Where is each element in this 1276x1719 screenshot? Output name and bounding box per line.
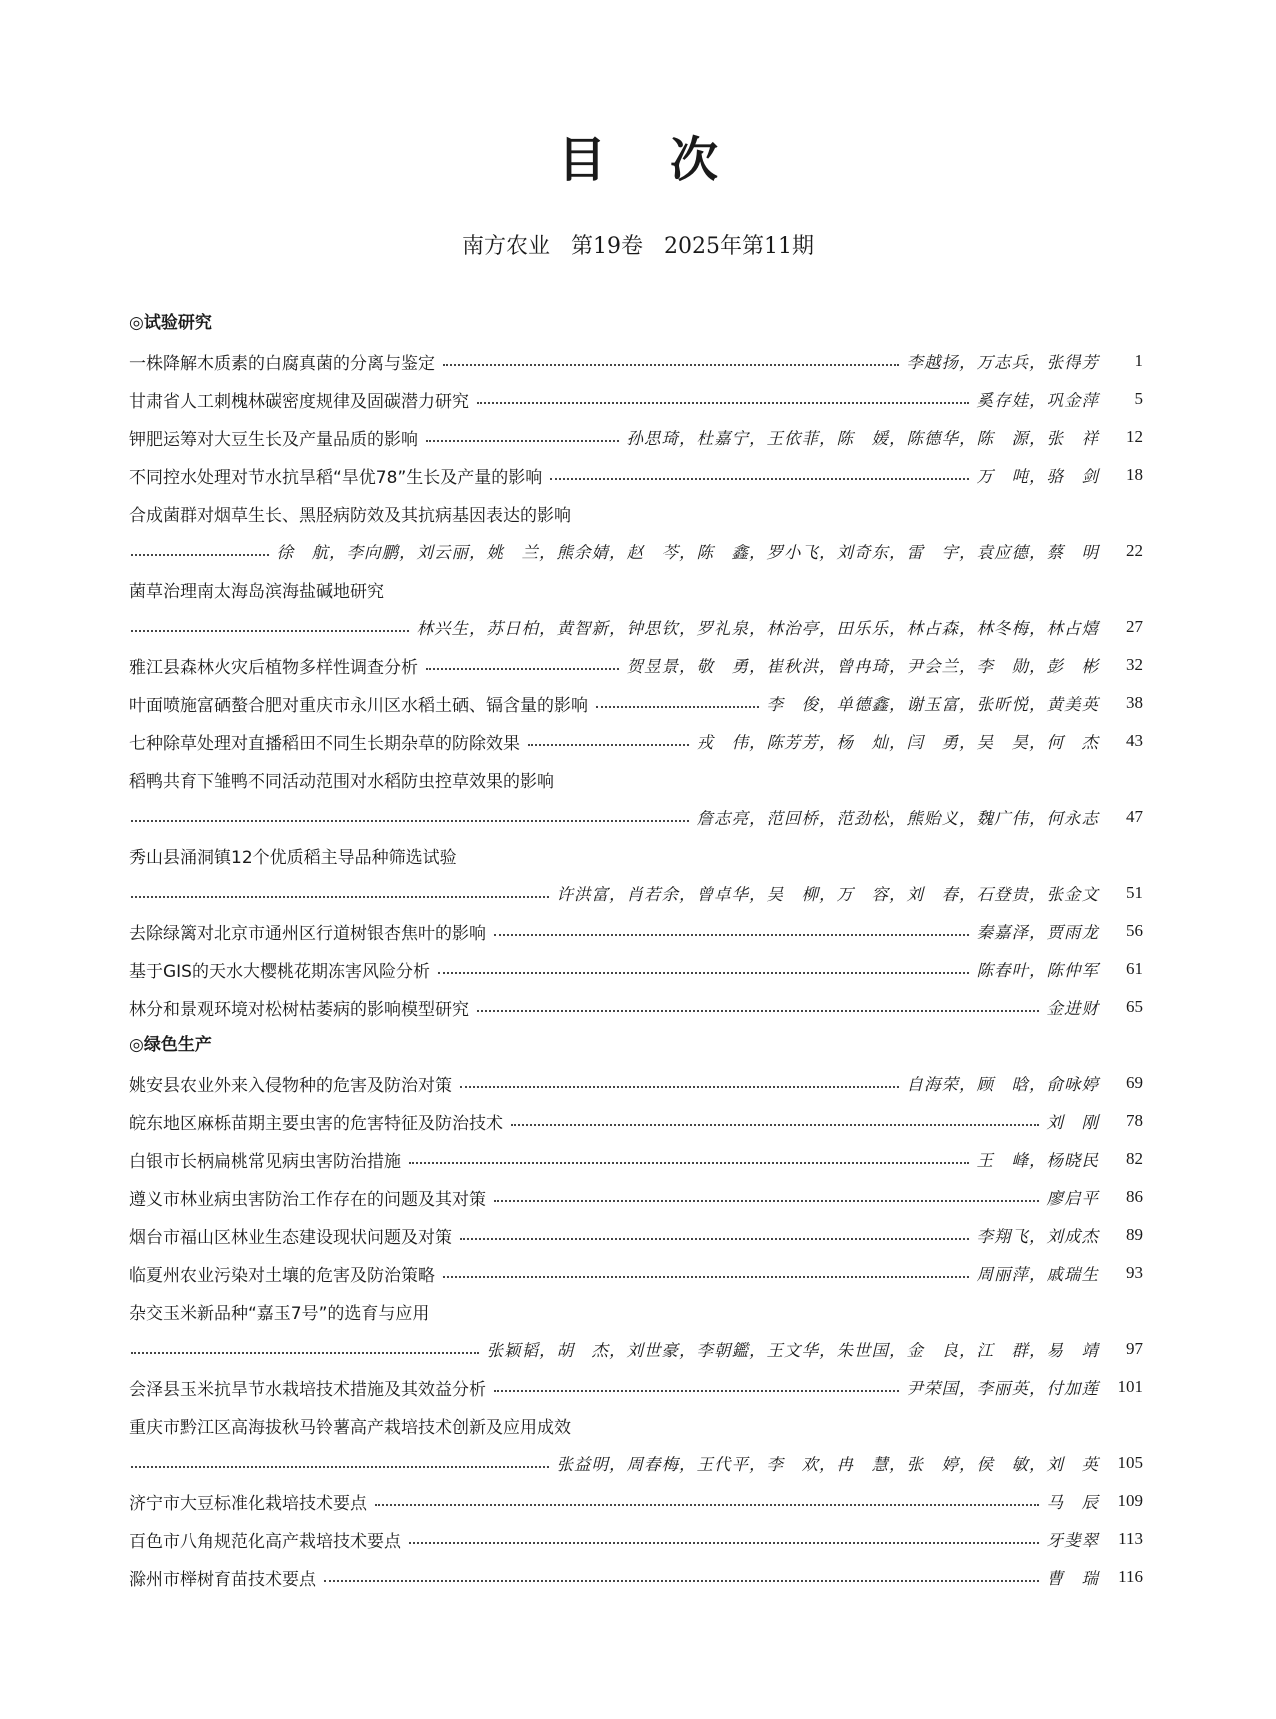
toc-entry[interactable] — [129, 1558, 1143, 1596]
entry-page-number: 5 — [1134, 389, 1143, 408]
entry-page-number: 27 — [1126, 617, 1143, 636]
toc-entry[interactable] — [129, 1064, 1143, 1102]
toc-entry-continuation — [129, 798, 1143, 836]
entry-authors: 贺昱景，敬 勇，崔秋洪，曾冉琦，尹会兰，李 勋，彭 彬 — [626, 657, 1099, 676]
entry-page-number: 89 — [1126, 1225, 1143, 1244]
toc-entry[interactable] — [129, 1482, 1143, 1520]
entry-title[interactable]: 七种除草处理对直播稻田不同生长期杂草的防除效果 — [129, 733, 520, 754]
entry-authors: 张颖韬，胡 杰，刘世豪，李朝鑑，王文华，朱世国，金 良，江 群，易 靖 — [486, 1341, 1099, 1360]
entry-authors: 牙斐翠 — [1046, 1531, 1099, 1550]
toc-entry[interactable] — [129, 1406, 1143, 1444]
entry-title[interactable]: 烟台市福山区林业生态建设现状问题及对策 — [129, 1227, 452, 1248]
entry-title[interactable]: 杂交玉米新品种“嘉玉7号”的选育与应用 — [129, 1303, 430, 1324]
entry-authors: 陈春叶，陈仲军 — [976, 961, 1099, 980]
entry-authors: 詹志亮，范回桥，范劲松，熊贻义，魏广伟，何永志 — [696, 809, 1099, 828]
entry-title[interactable]: 甘肃省人工刺槐林碳密度规律及固碳潜力研究 — [129, 391, 469, 412]
entry-page-number: 1 — [1134, 351, 1143, 370]
entry-page-number: 18 — [1126, 465, 1143, 484]
dot-leader — [494, 1388, 899, 1392]
dot-leader — [409, 1160, 969, 1164]
entry-authors: 万 吨，骆 剑 — [976, 467, 1099, 486]
entry-page-number: 116 — [1118, 1567, 1143, 1586]
toc-entry-continuation — [129, 1330, 1143, 1368]
toc-entry[interactable] — [129, 760, 1143, 798]
entry-page-number: 109 — [1117, 1491, 1143, 1510]
entry-page-number: 38 — [1126, 693, 1143, 712]
entry-title[interactable]: 皖东地区麻栎苗期主要虫害的危害特征及防治技术 — [129, 1113, 503, 1134]
toc-entry[interactable] — [129, 722, 1143, 760]
page-title: 目次 — [557, 132, 782, 188]
toc-entry-continuation — [129, 608, 1143, 646]
entry-title[interactable]: 稻鸭共育下雏鸭不同活动范围对水稻防虫控草效果的影响 — [129, 771, 554, 792]
entry-authors: 马 辰 — [1046, 1493, 1099, 1512]
entry-title[interactable]: 白银市长柄扁桃常见病虫害防治措施 — [129, 1151, 401, 1172]
entry-page-number: 61 — [1126, 959, 1143, 978]
toc-entry[interactable] — [129, 646, 1143, 684]
entry-title[interactable]: 姚安县农业外来入侵物种的危害及防治对策 — [129, 1075, 452, 1096]
toc-entry[interactable] — [129, 418, 1143, 456]
entry-page-number: 69 — [1126, 1073, 1143, 1092]
entry-title[interactable]: 林分和景观环境对松树枯萎病的影响模型研究 — [129, 999, 469, 1020]
dot-leader — [460, 1084, 899, 1088]
toc-entry-continuation — [129, 532, 1143, 570]
entry-authors: 周丽萍，戚瑞生 — [976, 1265, 1099, 1284]
toc-entry[interactable] — [129, 988, 1143, 1026]
entry-page-number: 43 — [1126, 731, 1143, 750]
entry-title[interactable]: 叶面喷施富硒螯合肥对重庆市永川区水稻土硒、镉含量的影响 — [129, 695, 588, 716]
entry-title[interactable]: 重庆市黔江区高海拔秋马铃薯高产栽培技术创新及应用成效 — [129, 1417, 571, 1438]
toc-entry[interactable] — [129, 1368, 1143, 1406]
dot-leader — [375, 1502, 1039, 1506]
entry-page-number: 47 — [1126, 807, 1143, 826]
entry-title[interactable]: 济宁市大豆标准化栽培技术要点 — [129, 1493, 367, 1514]
dot-leader — [131, 628, 409, 632]
entry-title[interactable]: 会泽县玉米抗旱节水栽培技术措施及其效益分析 — [129, 1379, 486, 1400]
entry-page-number: 78 — [1126, 1111, 1143, 1130]
entry-title[interactable]: 雅江县森林火灾后植物多样性调查分析 — [129, 657, 418, 678]
entry-page-number: 56 — [1126, 921, 1143, 940]
entry-title[interactable]: 临夏州农业污染对土壤的危害及防治策略 — [129, 1265, 435, 1286]
entry-authors: 林兴生，苏日柏，黄智新，钟思钦，罗礼泉，林治亭，田乐乐，林占森，林冬梅，林占熺 — [416, 619, 1099, 638]
entry-authors: 奚存娃，巩金萍 — [976, 391, 1099, 410]
toc-entry[interactable] — [129, 1254, 1143, 1292]
entry-page-number: 65 — [1126, 997, 1143, 1016]
toc-entry[interactable] — [129, 342, 1143, 380]
entry-title[interactable]: 不同控水处理对节水抗旱稻“旱优78”生长及产量的影响 — [129, 467, 543, 488]
dot-leader — [443, 1274, 969, 1278]
entry-authors: 李 俊，单德鑫，谢玉富，张昕悦，黄美英 — [766, 695, 1099, 714]
dot-leader — [596, 704, 759, 708]
dot-leader — [409, 1540, 1039, 1544]
entry-page-number: 93 — [1126, 1263, 1143, 1282]
toc-entry[interactable] — [129, 912, 1143, 950]
entry-page-number: 97 — [1126, 1339, 1143, 1358]
entry-authors: 徐 航，李向鹏，刘云丽，姚 兰，熊余婧，赵 芩，陈 鑫，罗小飞，刘奇东，雷 宇，袁应德，蔡 明 — [276, 543, 1099, 562]
dot-leader — [131, 818, 689, 822]
dot-leader — [460, 1236, 969, 1240]
toc-entry[interactable] — [129, 1140, 1143, 1178]
entry-authors: 张益明，周春梅，王代平，李 欢，冉 慧，张 婷，侯 敏，刘 英 — [556, 1455, 1099, 1474]
entry-authors: 王 峰，杨晓民 — [976, 1151, 1099, 1170]
entry-title[interactable]: 秀山县涌洞镇12个优质稻主导品种筛选试验 — [129, 847, 457, 868]
entry-title[interactable]: 基于GIS的天水大樱桃花期冻害风险分析 — [129, 961, 430, 982]
entry-authors: 曹 瑞 — [1046, 1569, 1099, 1588]
entry-page-number: 105 — [1117, 1453, 1143, 1472]
dot-leader — [131, 1350, 479, 1354]
section-heading: ◎试验研究 — [129, 313, 212, 333]
entry-page-number: 51 — [1126, 883, 1143, 902]
toc-entry[interactable] — [129, 1178, 1143, 1216]
entry-page-number: 86 — [1126, 1187, 1143, 1206]
entry-authors: 尹荣国，李丽英，付加莲 — [906, 1379, 1099, 1398]
dot-leader — [528, 742, 689, 746]
dot-leader — [477, 1008, 1039, 1012]
entry-title[interactable]: 一株降解木质素的白腐真菌的分离与鉴定 — [129, 353, 435, 374]
toc-entry[interactable] — [129, 570, 1143, 608]
toc-entry[interactable] — [129, 950, 1143, 988]
dot-leader — [438, 970, 969, 974]
toc-entry[interactable] — [129, 1216, 1143, 1254]
entry-authors: 刘 刚 — [1046, 1113, 1099, 1132]
entry-page-number: 101 — [1117, 1377, 1143, 1396]
dot-leader — [426, 438, 619, 442]
entry-authors: 戎 伟，陈芳芳，杨 灿，闫 勇，吴 昊，何 杰 — [696, 733, 1099, 752]
entry-title[interactable]: 遵义市林业病虫害防治工作存在的问题及其对策 — [129, 1189, 486, 1210]
dot-leader — [511, 1122, 1039, 1126]
entry-page-number: 32 — [1126, 655, 1143, 674]
entry-title[interactable]: 百色市八角规范化高产栽培技术要点 — [129, 1531, 401, 1552]
toc-entry-continuation — [129, 1444, 1143, 1482]
dot-leader — [324, 1578, 1039, 1582]
entry-authors: 李翔飞，刘成杰 — [976, 1227, 1099, 1246]
dot-leader — [477, 400, 969, 404]
toc-entry[interactable] — [129, 836, 1143, 874]
entry-authors: 秦嘉泽，贾雨龙 — [976, 923, 1099, 942]
entry-page-number: 12 — [1126, 427, 1143, 446]
entry-title[interactable]: 钾肥运筹对大豆生长及产量品质的影响 — [129, 429, 418, 450]
dot-leader — [550, 476, 968, 480]
toc-entry[interactable] — [129, 494, 1143, 532]
entry-title[interactable]: 菌草治理南太海岛滨海盐碱地研究 — [129, 581, 384, 602]
entry-page-number: 22 — [1126, 541, 1143, 560]
dot-leader — [494, 1198, 1039, 1202]
entry-authors: 金进财 — [1046, 999, 1099, 1018]
toc-entry[interactable] — [129, 1292, 1143, 1330]
dot-leader — [426, 666, 619, 670]
entry-page-number: 113 — [1118, 1529, 1143, 1548]
entry-authors: 自海荣，顾 晗，俞咏婷 — [906, 1075, 1099, 1094]
entry-page-number: 82 — [1126, 1149, 1143, 1168]
toc-entry[interactable] — [129, 1102, 1143, 1140]
table-of-contents — [129, 304, 1143, 1596]
toc-entry-continuation — [129, 874, 1143, 912]
dot-leader — [131, 552, 269, 556]
entry-authors: 许洪富，肖若余，曾卓华，吴 柳，万 容，刘 春，石登贵，张金文 — [556, 885, 1099, 904]
toc-entry[interactable] — [129, 684, 1143, 722]
toc-entry[interactable] — [129, 456, 1143, 494]
entry-authors: 李越扬，万志兵，张得芳 — [906, 353, 1099, 372]
entry-authors: 廖启平 — [1046, 1189, 1099, 1208]
toc-entry[interactable] — [129, 1520, 1143, 1558]
dot-leader — [131, 894, 549, 898]
toc-entry[interactable] — [129, 380, 1143, 418]
dot-leader — [494, 932, 969, 936]
dot-leader — [443, 362, 899, 366]
entry-title[interactable]: 滁州市榉树育苗技术要点 — [129, 1569, 316, 1590]
dot-leader — [131, 1464, 549, 1468]
entry-title[interactable]: 去除绿篱对北京市通州区行道树银杏焦叶的影响 — [129, 923, 486, 944]
entry-title[interactable]: 合成菌群对烟草生长、黑胫病防效及其抗病基因表达的影响 — [129, 505, 571, 526]
entry-authors: 孙思琦，杜嘉宁，王依菲，陈 媛，陈德华，陈 源，张 祥 — [626, 429, 1099, 448]
journal-issue-line: 南方农业 第19卷 2025年第11期 — [462, 234, 814, 259]
section-heading: ◎绿色生产 — [129, 1035, 212, 1055]
